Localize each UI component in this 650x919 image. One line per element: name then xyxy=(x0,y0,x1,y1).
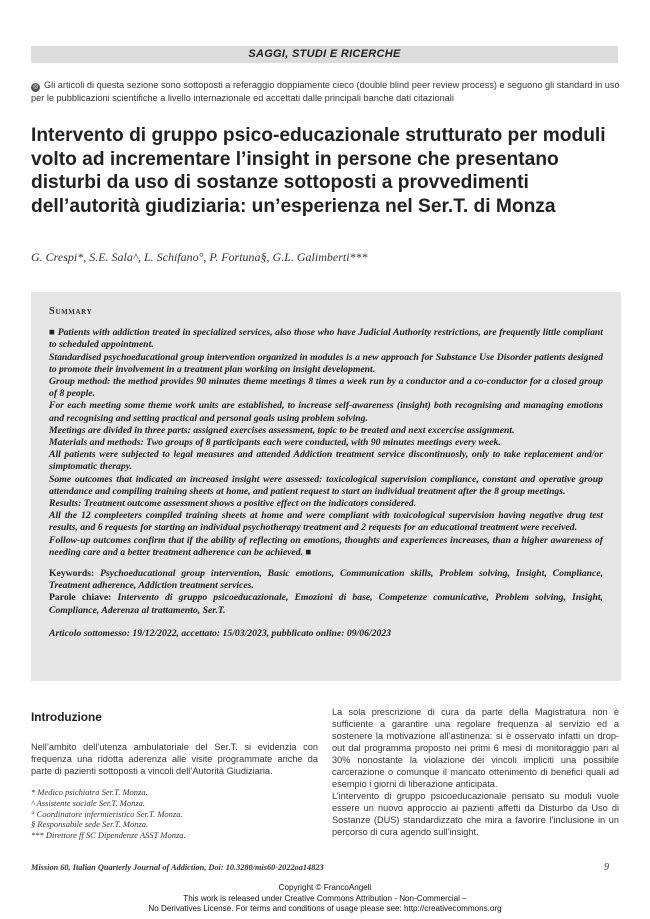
keywords xyxy=(49,568,603,592)
summary-paragraph: Follow-up outcomes confirm that if the ability of reflecting on emotions, thoughts and experiences increases, than a higher awareness of needing care and a better treatment adherence can be achieved. ■ xyxy=(49,534,603,558)
summary-paragraph: ■ Patients with addiction treated in specialized services, also those who have Judicial Authority restrictions, are frequently little compliant to scheduled appointment. xyxy=(49,327,603,351)
submission-dates: Articolo sottomesso: 19/12/2022, accettato: 15/03/2023, pubblicato online: 09/06/2023 xyxy=(49,627,392,639)
license-line: This work is released under Creative Commons Attribution - Non-Commercial – xyxy=(183,893,467,903)
keywords-text: Psychoeducational group intervention, Basic emotions, Communication skills, Problem solving, Insight, Compliance, Treatment adherence, Addiction treatment services. xyxy=(49,568,603,592)
summary-paragraph: All the 12 compleeters compiled training sheets at home and were compliant with toxicological supervision having negative drug test results, and 6 requests for starting an individual psychotherapy treatment and 2 requests for an educational treatment were received. xyxy=(49,510,603,534)
summary-paragraph: Materials and methods: Two groups of 8 participants each were conducted, with 90 minutes meetings every week. xyxy=(49,437,501,449)
parole-chiave-label: Parole chiave: xyxy=(49,592,112,604)
license-url-line: No Derivatives License. For terms and conditions of usage please see: http://creativecommons.org xyxy=(148,904,502,914)
intro-paragraph: Nell’ambito dell’utenza ambulatoriale del Ser.T. si evidenzia con frequenza una ridotta aderenza alle visite programmate anche da parte di pazienti sottoposti a vincoli dell’Autorità Giudiziaria. xyxy=(31,742,318,776)
summary-paragraph: Group method: the method provides 90 minutes theme meetings 8 times a week run by a conductor and a co-conductor for a closed group of 8 people. xyxy=(49,376,603,400)
footnote: ° Coordinatore infermieristico Ser.T. Monza. xyxy=(31,808,183,819)
summary-paragraph: All patients were subjected to legal measures and attended Addiction treatment service discontinuosly, only to take replacement and/or simptomatic therapy. xyxy=(49,449,603,473)
summary-heading: Summary xyxy=(49,306,93,317)
footnote: *** Direttore ff SC Dipendenze ASST Monza. xyxy=(31,830,186,841)
summary-box xyxy=(31,292,621,681)
peer-review-note xyxy=(31,79,621,104)
summary-paragraph: Standardised psychoeducational group intervention organized in modules is a new approach for Substance Use Disorder patients designed to promote their involvement in a treatment plan working on insight development. xyxy=(49,351,603,375)
footnote: § Responsabile sede Ser.T. Monza. xyxy=(31,819,149,830)
intro-heading: Introduzione xyxy=(31,710,102,724)
keywords-label: Keywords: xyxy=(49,568,95,580)
right-column xyxy=(332,706,619,838)
body-paragraph: L’intervento di gruppo psicoeducazionale pensato su moduli vuole essere un nuovo approccio ai pazienti affetti da Disturbo da Uso di Sostanze (DUS) standardizzato che mira a favorire l’inclusione in un percorso di cura agendo sull’insight. xyxy=(332,791,619,837)
journal-citation: Mission 60, Italian Quarterly Journal of Addiction, Doi: 10.3280/mis60-2022oa14823 xyxy=(31,863,324,872)
left-column xyxy=(31,710,318,777)
article-authors: G. Crespi*, S.E. Sala^, L. Schifano°, P. Fortuna§, G.L. Galimberti*** xyxy=(31,250,368,264)
keywords-block xyxy=(49,568,603,617)
copyright-notice xyxy=(0,883,650,915)
summary-text xyxy=(49,327,603,559)
parole-chiave xyxy=(49,592,603,616)
summary-paragraph: Results: Treatment outcome assessment shows a positive effect on the indicators considered. xyxy=(49,498,417,510)
open-access-icon: ◎ xyxy=(32,84,39,90)
parole-chiave-text: Intervento di gruppo psicoeducazionale, Emozioni di base, Competenze comunicative, Problem solving, Insight, Compliance, Aderenza al trattamento, Ser.T. xyxy=(49,592,603,616)
summary-paragraph: Meetings are divided in three parts: assigned exercises assessment, topic to be treated and next excercise assignment. xyxy=(49,424,515,436)
section-label: SAGGI, STUDI E RICERCHE xyxy=(31,46,618,63)
summary-paragraph: For each meeting some theme work units are established, to increase self-awareness (insight) both recognising and managing emotions and recognising and setting practical and personal goals using problem solving. xyxy=(49,400,603,424)
body-paragraph: La sola prescrizione di cura da parte della Magistratura non è sufficiente a garantire una regolare frequenza al servizio ed a sostenere la motivazione all’astinenza: si è osservato infatti un drop-out dal programma proposto nei primi 6 mesi di monitoraggio pari al 30% nonostante la violazione dei vincoli impliciti una possibile carcerazione o comunque il mancato ottenimento di benefici quali ad esempio i giorni di liberazione anticipata. xyxy=(332,707,619,789)
copyright-line: Copyright © FrancoAngeli xyxy=(278,883,372,892)
page-number: 9 xyxy=(604,862,609,873)
summary-paragraph: Some outcomes that indicated an increased insight were assessed: toxicological supervision compliance, constant and operative group attendance and compiling training sheets at home, and patient request to start an individual treatment after the 8 group meetings. xyxy=(49,473,603,497)
article-title: Intervento di gruppo psico-educazionale strutturato per moduli volto ad incrementare l’insight in persone che presentano disturbi da uso di sostanze sottoposti a provvedimenti dell’autorità giudiziaria: un’esperienza nel Ser.T. di Monza xyxy=(31,125,606,217)
author-footnotes xyxy=(31,787,318,841)
footnote: * Medico psichiatra Ser.T. Monza. xyxy=(31,787,148,797)
peer-review-text: Gli articoli di questa sezione sono sottoposti a referaggio doppiamente cieco (double blind peer review process) e seguono gli standard in uso per le pubblicazioni scientifiche a livello internazionale ed accettati dalle principali banche dati citazionali xyxy=(31,80,620,103)
footnote: ^ Assistente sociale Ser.T. Monza. xyxy=(31,797,146,808)
